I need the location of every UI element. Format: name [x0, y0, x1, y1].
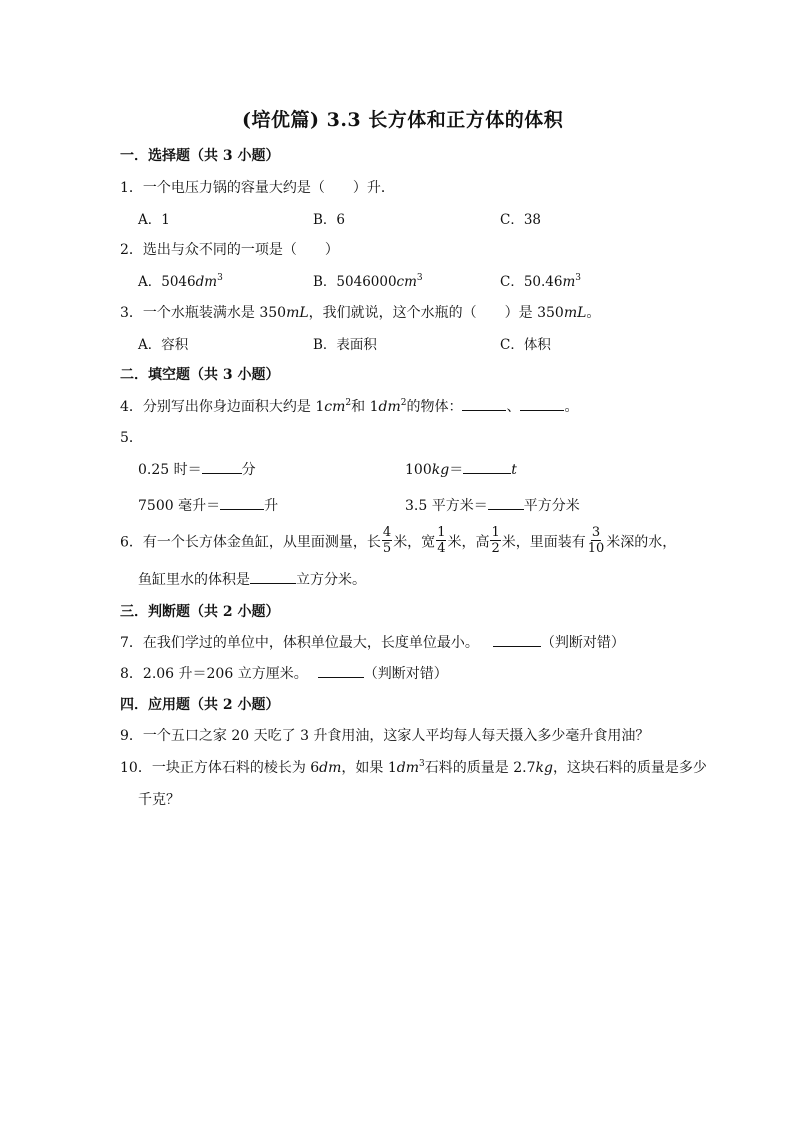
- q10-post: ，这块石料的质量是多少: [552, 760, 707, 776]
- q6-t4: 米深的水，: [606, 534, 677, 551]
- q4-post: 的物体：: [406, 399, 463, 415]
- q5-item-2-post: t: [511, 462, 517, 478]
- q5-item-4-post: 平方分米: [523, 498, 580, 514]
- question-2: 2．选出与众不同的一项是（ ）: [120, 242, 339, 258]
- page-title: (培优篇) 3.3 长方体和正方体的体积: [242, 109, 564, 131]
- q10-mid2: 石料的质量是 2.7: [424, 760, 536, 776]
- q6-f4-numerator: 3: [591, 525, 601, 540]
- q10-pre: 10．一块正方体石料的棱长为 6: [120, 760, 320, 776]
- q6-f1-denominator: 5: [382, 541, 392, 556]
- q6-f3-denominator: 2: [491, 541, 500, 556]
- q3-option-c: C．体积: [500, 337, 551, 353]
- q2-option-c: [500, 270, 581, 290]
- q5-item-3: [138, 495, 278, 515]
- q5-item-3-pre: 7500 毫升＝: [138, 498, 221, 514]
- section-heading-judge: 三．判断题（共 2 小题）: [120, 604, 280, 620]
- q5-blank-4[interactable]: [488, 495, 524, 510]
- q10-exp: 3: [419, 759, 425, 769]
- question-9: 9．一个五口之家 20 天吃了 3 升食用油，这家人平均每人每天摄入多少毫升食用油？: [120, 728, 650, 744]
- q5-item-2-eq: ＝: [449, 462, 464, 478]
- q2-b-number: B．5046000: [313, 274, 397, 290]
- q6-f2-numerator: 1: [437, 525, 446, 540]
- q3-option-b: B．表面积: [313, 337, 377, 353]
- q5-blank-3[interactable]: [220, 495, 264, 510]
- q2-option-a: [138, 270, 223, 290]
- q4-end: 。: [564, 399, 579, 415]
- q6-fraction-length: [382, 525, 392, 556]
- section-heading-fill: 二．填空题（共 3 小题）: [120, 367, 280, 383]
- q3-mid: ，我们就说，这个水瓶的（ ）是 350: [308, 305, 564, 321]
- q4-blank-1[interactable]: [462, 396, 506, 411]
- q2-c-unit: m: [562, 274, 576, 290]
- question-3: [120, 302, 600, 322]
- section-heading-choice: 一．选择题（共 3 小题）: [120, 148, 280, 164]
- q6-t1: 米，宽: [393, 534, 436, 551]
- q5-item-4: [405, 495, 580, 515]
- q2-a-unit: dm: [195, 274, 218, 290]
- q2-b-exp: 3: [416, 273, 423, 283]
- q2-c-number: C．50.46: [500, 274, 563, 290]
- q7-text: 7．在我们学过的单位中，体积单位最大，长度单位最小。: [120, 635, 479, 651]
- q5-item-2: [405, 459, 517, 479]
- q6-f2-denominator: 4: [437, 541, 446, 556]
- q2-b-unit: cm: [396, 274, 417, 290]
- q7-blank[interactable]: [493, 632, 541, 647]
- q5-item-1: [138, 459, 256, 479]
- q3-option-a: A．容积: [138, 337, 189, 353]
- q4-exp-1: 2: [345, 398, 352, 408]
- q6-fraction-height: [490, 525, 500, 556]
- q6-pre: 6．有一个长方体金鱼缸，从里面测量，长: [120, 534, 381, 551]
- q10-unit-1: dm: [319, 760, 342, 776]
- q1-option-b: B．6: [313, 212, 346, 228]
- question-8: [120, 663, 448, 683]
- q3-unit-2: mL: [563, 305, 587, 321]
- section-heading-application: 四．应用题（共 2 小题）: [120, 697, 280, 713]
- q2-a-exp: 3: [217, 273, 223, 283]
- question-6-line-2: [138, 569, 366, 589]
- q6-t2: 米，高: [447, 534, 490, 551]
- q5-item-1-post: 分: [241, 462, 256, 478]
- q5-item-4-pre: 3.5 平方米＝: [405, 498, 488, 514]
- q10-mid: ，如果 1: [341, 760, 397, 776]
- question-10: [120, 757, 707, 777]
- q4-and: 和 1: [351, 399, 379, 415]
- q8-text: 8．2.06 升＝206 立方厘米。: [120, 666, 308, 682]
- q1-option-a: A．1: [138, 212, 170, 228]
- q8-blank[interactable]: [318, 663, 364, 678]
- q2-c-exp: 3: [575, 273, 582, 283]
- q6-t3: 米，里面装有: [501, 534, 586, 551]
- q10-unit-2: dm: [396, 760, 420, 776]
- question-7: [120, 632, 625, 652]
- q6-f3-numerator: 1: [491, 525, 500, 540]
- q10-unit-3: kg: [535, 760, 553, 776]
- q6-f4-denominator: 10: [587, 541, 605, 556]
- q2-option-b: [313, 270, 423, 290]
- q8-tail: （判断对错）: [363, 666, 448, 682]
- q5-item-2-pre: 100: [405, 462, 432, 478]
- q1-option-c: C．38: [500, 212, 542, 228]
- q6-f1-numerator: 4: [382, 525, 392, 540]
- q5-item-2-unit: kg: [431, 462, 450, 478]
- q7-tail: （判断对错）: [540, 635, 625, 651]
- q4-unit-1: cm: [324, 399, 346, 415]
- q5-blank-1[interactable]: [202, 459, 242, 474]
- q3-unit: mL: [286, 305, 309, 321]
- q4-sep: 、: [506, 399, 521, 415]
- question-5-number: 5．: [120, 430, 143, 446]
- q6-blank[interactable]: [250, 569, 296, 584]
- q6-line2-post: 立方分米。: [296, 572, 366, 588]
- question-10-line-2: 千克？: [138, 792, 180, 808]
- q6-fraction-width: [436, 525, 446, 556]
- question-6: [120, 527, 676, 558]
- q4-pre: 4．分别写出你身边面积大约是 1: [120, 399, 325, 415]
- q6-fraction-depth: [587, 525, 606, 556]
- q4-blank-2[interactable]: [520, 396, 564, 411]
- q4-exp-2: 2: [400, 398, 407, 408]
- q5-blank-2[interactable]: [463, 459, 511, 474]
- question-1: 1．一个电压力锅的容量大约是（ ）升．: [120, 180, 395, 196]
- q3-end: 。: [586, 305, 601, 321]
- q5-item-3-post: 升: [264, 498, 279, 514]
- q2-a-number: A．5046: [138, 274, 196, 290]
- question-4: [120, 396, 578, 416]
- q3-pre: 3．一个水瓶装满水是 350: [120, 305, 287, 321]
- q6-line2-pre: 鱼缸里水的体积是: [138, 572, 250, 588]
- q5-item-1-pre: 0.25 时＝: [138, 462, 202, 478]
- q4-unit-2: dm: [378, 399, 401, 415]
